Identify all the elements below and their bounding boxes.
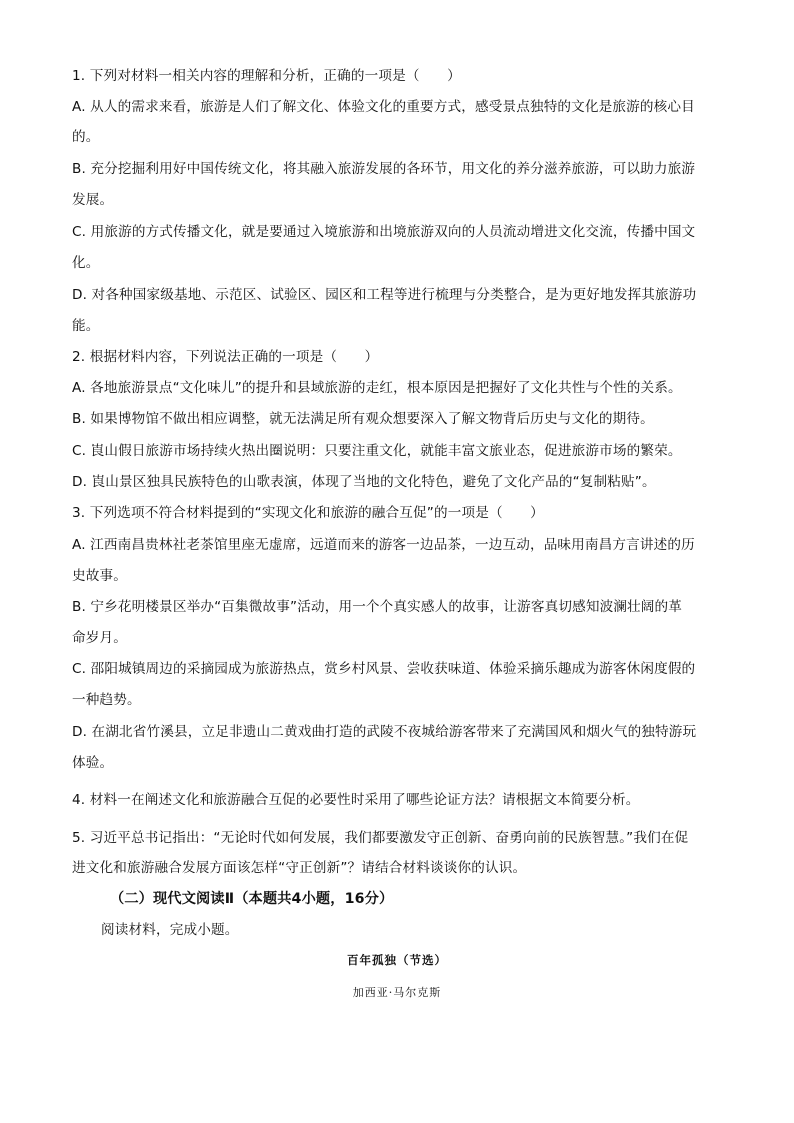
q1-stem: 1. 下列对材料一相关内容的理解和分析，正确的一项是（ ） [72, 68, 461, 84]
q1-option-b: B. 充分挖掘利用好中国传统文化，将其融入旅游发展的各环节，用文化的养分滋养旅游，可以助力旅游 [72, 161, 696, 177]
q1-option-a: A. 从人的需求来看，旅游是人们了解文化、体验文化的重要方式，感受景点独特的文化是旅游的核心目 [72, 99, 695, 115]
q3-option-b: B. 宁乡花明楼景区举办“百集微故事”活动，用一个个真实感人的故事，让游客真切感知波澜壮阔的革 [72, 599, 683, 615]
q3-option-a: A. 江西南昌贵林社老茶馆里座无虚席，远道而来的游客一边品茶，一边互动，品味用南昌方言讲述的历 [72, 537, 695, 553]
q2-option-a: A. 各地旅游景点“文化味儿”的提升和县域旅游的走红，根本原因是把握好了文化共性与个性的关系。 [72, 380, 682, 396]
q5-line-1: 5. 习近平总书记指出：“无论时代如何发展，我们都要激发守正创新、奋勇向前的民族智慧。”我们在促 [72, 830, 689, 846]
q3-option-d: D. 在湖北省竹溪县，立足非遗山二黄戏曲打造的武陵不夜城给游客带来了充满国风和烟火气的独特游玩 [72, 724, 697, 740]
q3-option-b-cont: 命岁月。 [72, 630, 127, 646]
q1-option-d-cont: 能。 [72, 318, 100, 334]
q3-option-a-cont: 史故事。 [72, 568, 127, 584]
passage-title: 百年孤独（节选） [347, 953, 447, 967]
q5-line-2: 进文化和旅游融合发展方面该怎样“守正创新”？请结合材料谈谈你的认识。 [72, 860, 527, 876]
q1-option-c: C. 用旅游的方式传播文化，就是要通过入境旅游和出境旅游双向的人员流动增进文化交流，传播中国文 [72, 224, 696, 240]
q4-stem: 4. 材料一在阐述文化和旅游融合互促的必要性时采用了哪些论证方法？请根据文本简要分析。 [72, 792, 640, 808]
q3-stem: 3. 下列选项不符合材料提到的“实现文化和旅游的融合互促”的一项是（ ） [72, 505, 544, 521]
q1-option-d: D. 对各种国家级基地、示范区、试验区、园区和工程等进行梳理与分类整合，是为更好地发挥其旅游功 [72, 287, 697, 303]
reading-instruction: 阅读材料，完成小题。 [101, 922, 239, 938]
q3-option-c-cont: 一种趋势。 [72, 692, 141, 708]
passage-author: 加西亚·马尔克斯 [352, 986, 442, 999]
q2-option-b: B. 如果博物馆不做出相应调整，就无法满足所有观众想要深入了解文物背后历史与文化的期待。 [72, 411, 654, 427]
q3-option-c: C. 邵阳城镇周边的采摘园成为旅游热点，赏乡村风景、尝收获味道、体验采摘乐趣成为游客休闲度假的 [72, 661, 696, 677]
q1-option-c-cont: 化。 [72, 255, 100, 271]
q2-option-d: D. 崀山景区独具民族特色的山歌表演，体现了当地的文化特色，避免了文化产品的“复制粘贴”。 [72, 474, 656, 490]
q1-option-a-cont: 的。 [72, 129, 100, 145]
q1-option-b-cont: 发展。 [72, 192, 114, 208]
section-heading: （二）现代文阅读Ⅱ（本题共4小题，16分） [110, 891, 394, 907]
q2-option-c: C. 崀山假日旅游市场持续火热出圈说明：只要注重文化，就能丰富文旅业态，促进旅游市场的繁荣。 [72, 443, 682, 459]
q2-stem: 2. 根据材料内容，下列说法正确的一项是（ ） [72, 349, 379, 365]
q3-option-d-cont: 体验。 [72, 755, 114, 771]
